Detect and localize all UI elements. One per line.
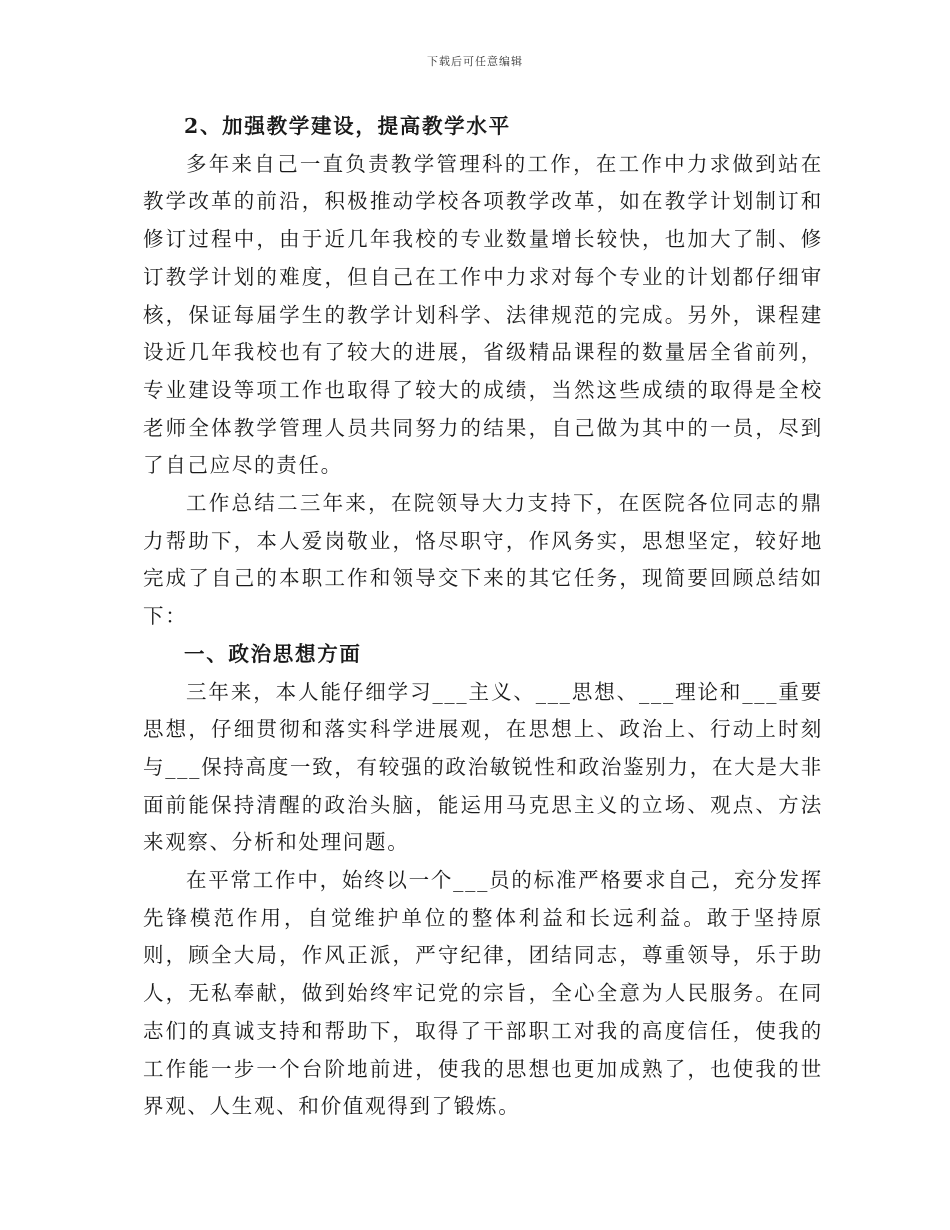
document-body — [143, 108, 823, 1126]
section-body — [143, 146, 823, 636]
section-heading: 一、政治思想方面 — [184, 641, 362, 666]
paragraph: 在平常工作中，始终以一个___员的标准严格要求自己，充分发挥先锋模范作用，自觉维护单位的整体利益和长远利益。敢于坚持原则，顾全大局，作风正派，严守纪律，团结同志，尊重领导，乐于助人，无私奉献，做到始终牢记党的宗旨，全心全意为人民服务。在同志们的真诚支持和帮助下，取得了干部职工对我的高度信任，使我的工作能一步一个台阶地前进，使我的思想也更加成熟了，也使我的世界观、人生观、和价值观得到了锻炼。 — [143, 868, 823, 1119]
section-political-thought — [143, 636, 823, 1126]
paragraph: 多年来自己一直负责教学管理科的工作，在工作中力求做到站在教学改革的前沿，积极推动学校各项教学改革，如在教学计划制订和修订过程中，由于近几年我校的专业数量增长较快，也加大了制、修订教学计划的难度，但自己在工作中力求对每个专业的计划都仔细审核，保证每届学生的教学计划科学、法律规范的完成。另外，课程建设近几年我校也有了较大的进展，省级精品课程的数量居全省前列，专业建设等项工作也取得了较大的成绩，当然这些成绩的取得是全校老师全体教学管理人员共同努力的结果，自己做为其中的一员，尽到了自己应尽的责任。 — [143, 151, 823, 478]
section-heading: 2、加强教学建设，提高教学水平 — [184, 114, 511, 138]
paragraph: 工作总结二三年来，在院领导大力支持下，在医院各位同志的鼎力帮助下，本人爱岗敬业，恪尽职守，作风务实，思想坚定，较好地完成了自己的本职工作和领导交下来的其它任务，现简要回顾总结如下： — [143, 491, 823, 629]
paragraph: 三年来，本人能仔细学习___主义、___思想、___理论和___重要思想，仔细贯彻和落实科学进展观，在思想上、政治上、行动上时刻与___保持高度一致，有较强的政治敏锐性和政治鉴别力，在大是大非面前能保持清醒的政治头脑，能运用马克思主义的立场、观点、方法来观察、分析和处理问题。 — [143, 679, 823, 855]
page-header-note: 下载后可任意编辑 — [427, 55, 523, 68]
section-teaching-construction — [143, 108, 823, 636]
section-body — [143, 674, 823, 1126]
